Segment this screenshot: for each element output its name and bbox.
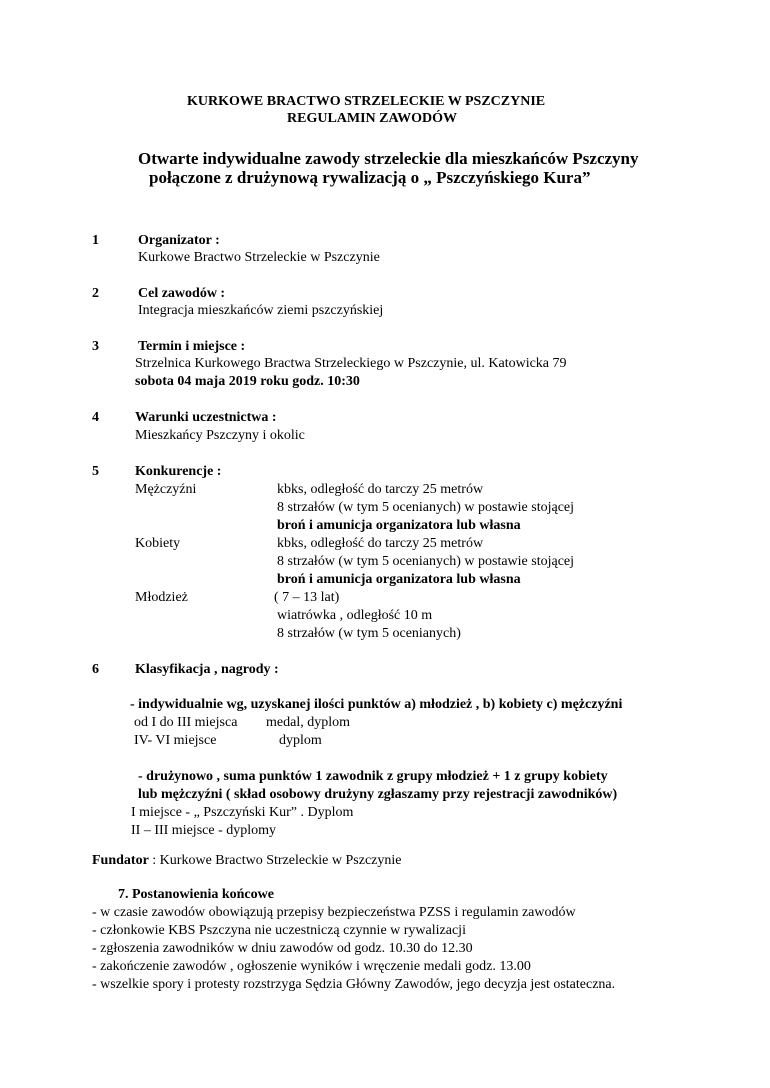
section-6-title: Klasyfikacja , nagrody :: [135, 662, 279, 677]
fundator-label: Fundator: [92, 853, 149, 868]
section-3-number: 3: [92, 339, 99, 354]
fundator-line: [92, 852, 402, 870]
final-provision-item: - członkowie KBS Pszczyna nie uczestniczą czynnie w rywalizacji: [92, 923, 466, 938]
section-1-text: Kurkowe Bractwo Strzeleckie w Pszczynie: [138, 250, 380, 265]
women-line-1: kbks, odległość do tarczy 25 metrów: [277, 536, 484, 551]
final-provision-item: - zgłoszenia zawodników w dniu zawodów od godz. 10.30 do 12.30: [92, 941, 473, 956]
women-line-2: 8 strzałów (w tym 5 ocenianych) w postawie stojącej: [277, 554, 575, 569]
men-label: Mężczyźni: [135, 482, 197, 497]
individual-row-2-label: IV- VI miejsce: [134, 733, 217, 748]
section-5-number: 5: [92, 464, 99, 479]
individual-row-1-label: od I do III miejsca: [134, 715, 238, 730]
women-label: Kobiety: [135, 536, 181, 551]
youth-line-3: 8 strzałów (w tym 5 ocenianych): [277, 626, 461, 641]
final-provision-item: - wszelkie spory i protesty rozstrzyga Sędzia Główny Zawodów, jego decyzja jest ostateczna.: [92, 977, 616, 992]
section-4-text: Mieszkańcy Pszczyny i okolic: [135, 428, 305, 443]
section-3-text: Strzelnica Kurkowego Bractwa Strzeleckiego w Pszczynie, ul. Katowicka 79: [135, 356, 567, 371]
individual-row-2-value: dyplom: [279, 733, 322, 748]
section-2-title: Cel zawodów :: [138, 286, 226, 301]
title-line-1: Otwarte indywidualne zawody strzeleckie dla mieszkańców Pszczyny: [138, 149, 639, 168]
final-provision-item: - w czasie zawodów obowiązują przepisy bezpieczeństwa PZSS i regulamin zawodów: [92, 905, 576, 920]
section-4-title: Warunki uczestnictwa :: [135, 410, 277, 425]
section-2-text: Integracja mieszkańców ziemi pszczyńskiej: [138, 303, 384, 318]
men-line-2: 8 strzałów (w tym 5 ocenianych) w postawie stojącej: [277, 500, 575, 515]
section-7-title: 7. Postanowienia końcowe: [118, 887, 274, 902]
title-line-2: połączone z drużynową rywalizacją o „ Pszczyńskiego Kura”: [149, 168, 591, 187]
section-4-number: 4: [92, 410, 99, 425]
team-classification-line-1: - drużynowo , suma punktów 1 zawodnik z grupy młodzież + 1 z grupy kobiety: [138, 769, 608, 784]
team-classification-line-2: lub mężczyźni ( skład osobowy drużyny zgłaszamy przy rejestracji zawodników): [138, 787, 618, 802]
men-line-3: broń i amunicja organizatora lub własna: [277, 518, 521, 533]
men-line-1: kbks, odległość do tarczy 25 metrów: [277, 482, 484, 497]
individual-classification: - indywidualnie wg, uzyskanej ilości punktów a) młodzież , b) kobiety c) mężczyźni: [130, 697, 623, 712]
team-row-1: I miejsce - „ Pszczyński Kur” . Dyplom: [131, 805, 354, 820]
document-heading: REGULAMIN ZAWODÓW: [287, 111, 457, 126]
youth-label: Młodzież: [135, 590, 188, 605]
section-1-number: 1: [92, 233, 99, 248]
final-provision-item: - zakończenie zawodów , ogłoszenie wyników i wręczenie medali godz. 13.00: [92, 959, 531, 974]
section-3-title: Termin i miejsce :: [138, 339, 246, 354]
section-6-number: 6: [92, 662, 99, 677]
section-2-number: 2: [92, 286, 99, 301]
organization-heading: KURKOWE BRACTWO STRZELECKIE W PSZCZYNIE: [187, 94, 546, 109]
women-line-3: broń i amunicja organizatora lub własna: [277, 572, 521, 587]
individual-row-1-value: medal, dyplom: [266, 715, 350, 730]
section-3-date: sobota 04 maja 2019 roku godz. 10:30: [135, 374, 360, 389]
section-1-title: Organizator :: [138, 233, 220, 248]
team-row-2: II – III miejsce - dyplomy: [131, 823, 277, 838]
fundator-text: : Kurkowe Bractwo Strzeleckie w Pszczynie: [148, 853, 402, 868]
section-5-title: Konkurencje :: [135, 464, 222, 479]
youth-line-1: ( 7 – 13 lat): [274, 590, 340, 605]
youth-line-2: wiatrówka , odległość 10 m: [277, 608, 433, 623]
